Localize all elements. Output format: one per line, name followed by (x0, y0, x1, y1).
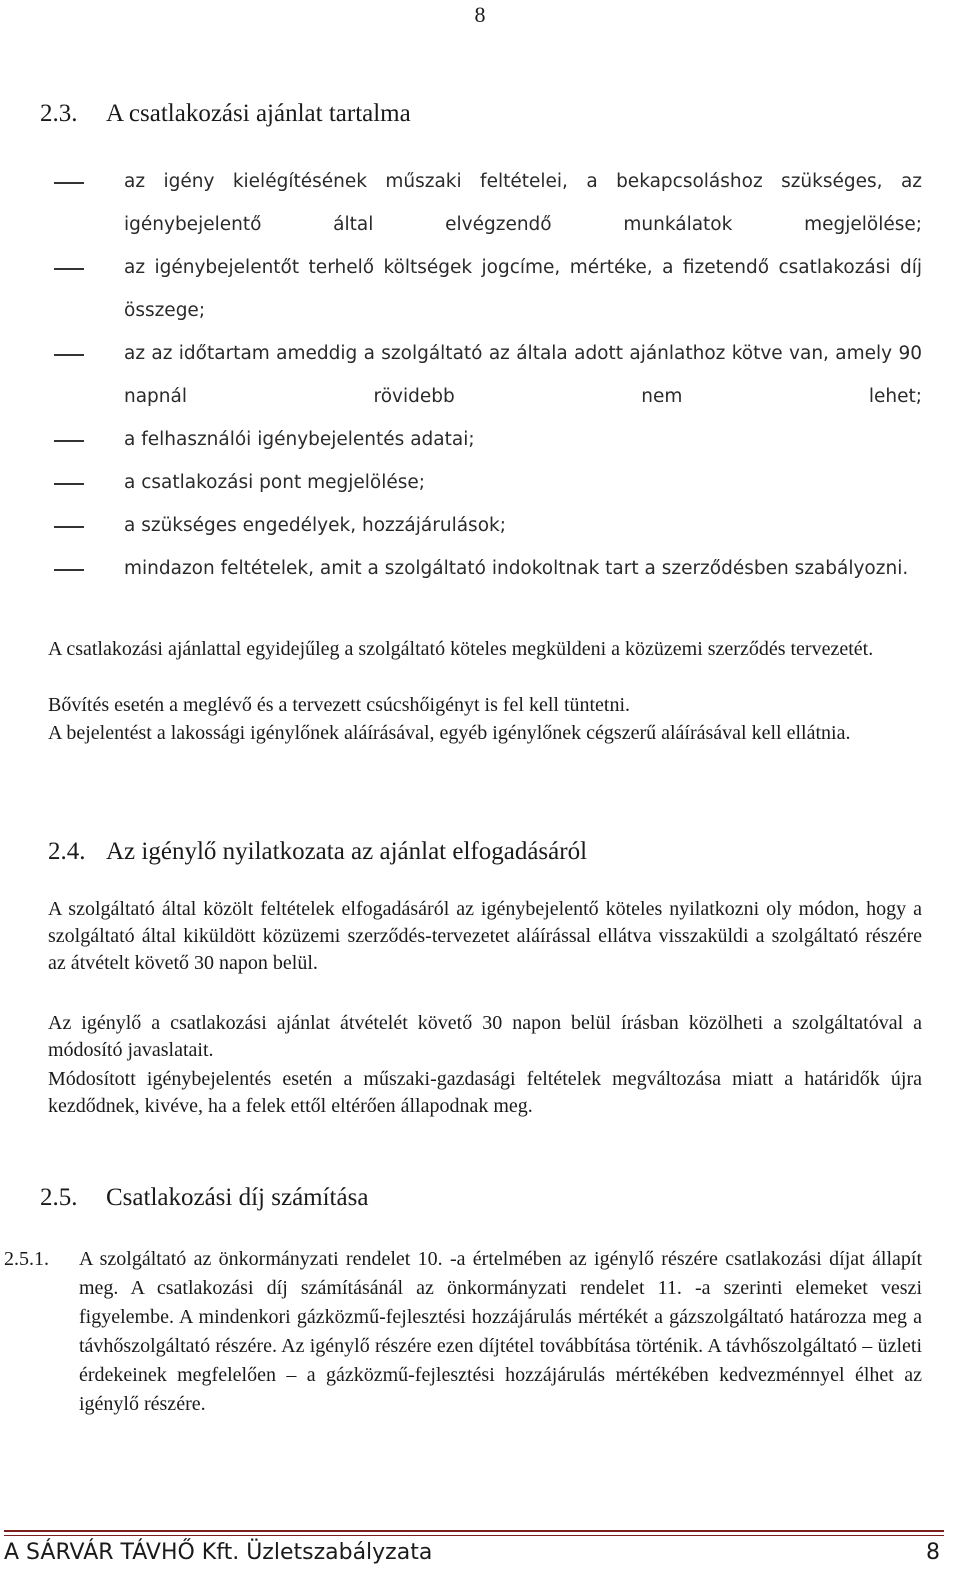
footer-rule (4, 1535, 944, 1536)
paragraph: A csatlakozási ajánlattal egyidejűleg a szolgáltató köteles megküldeni a közüzemi szerződés tervezetét. (48, 638, 874, 660)
subsection-text: A szolgáltató az önkormányzati rendelet 10. -a értelmében az igénylő részére csatlakozási díjat állapít meg. A csatlakozási díj számításánál az önkormányzati rendelet 11. -a szerinti elemeket veszi figyelembe. A mindenkori gázközmű-fejlesztési hozzájárulás mértékét a gázszolgáltató határozza meg a távhőszolgáltató részére. Az igénylő részére ezen díjtétel továbbítása történik. A távhőszolgáltató – üzleti érdekeinek megfelelően – a gázközmű-fejlesztési hozzájárulás mértékében kedvezménnyel élhet az igénylő részére. (79, 1248, 922, 1415)
section-title: Csatlakozási díj számítása (106, 1184, 369, 1211)
section-number: 2.4. (48, 838, 86, 865)
section-heading-2-5 (40, 1184, 368, 1212)
section-heading-2-4 (48, 838, 587, 866)
section-title: A csatlakozási ajánlat tartalma (106, 100, 411, 127)
requirements-list (44, 160, 922, 590)
footer (4, 1538, 944, 1568)
section-number: 2.3. (40, 100, 78, 127)
list-item: az igény kielégítésének műszaki feltételei, a bekapcsoláshoz szükséges, az igénybejelentő által elvégzendő munkálatok megjelölése; (124, 171, 922, 235)
footer-title: A SÁRVÁR TÁVHŐ Kft. Üzletszabályzata (4, 1540, 433, 1565)
section-heading-2-3 (40, 100, 411, 128)
list-item: az az időtartam ameddig a szolgáltató az általa adott ajánlathoz kötve van, amely 90 napnál rövidebb nem lehet; (124, 343, 922, 407)
list-item: mindazon feltételek, amit a szolgáltató indokoltnak tart a szerződésben szabályozni. (124, 558, 909, 579)
list-item: az igénybejelentőt terhelő költségek jogcíme, mértéke, a fizetendő csatlakozási díj összege; (124, 257, 922, 321)
paragraph: Módosított igénybejelentés esetén a műszaki-gazdasági feltételek megváltozása miatt a határidők újra kezdődnek, kivéve, ha a felek ettől eltérően állapodnak meg. (48, 1068, 922, 1117)
list-item: a szükséges engedélyek, hozzájárulások; (124, 515, 506, 536)
paragraph: Bővítés esetén a meglévő és a tervezett csúcshőigényt is fel kell tüntetni. (48, 694, 631, 716)
page-number: 8 (474, 2, 486, 27)
section-title: Az igénylő nyilatkozata az ajánlat elfogadásáról (106, 838, 588, 865)
footer-rule (4, 1530, 944, 1532)
section-number: 2.5. (40, 1184, 78, 1211)
paragraph: A bejelentést a lakossági igénylőnek aláírásával, egyéb igénylőnek cégszerű aláírásával kell ellátnia. (48, 722, 851, 744)
footer-page-number: 8 (926, 1540, 940, 1565)
paragraph: Az igénylő a csatlakozási ajánlat átvételét követő 30 napon belül írásban közölheti a szolgáltatóval a módosító javaslatait. (48, 1012, 922, 1061)
list-item: a felhasználói igénybejelentés adatai; (124, 429, 475, 450)
list-item: a csatlakozási pont megjelölése; (124, 472, 425, 493)
subsection-number: 2.5.1. (4, 1248, 49, 1270)
paragraph: A szolgáltató által közölt feltételek elfogadásáról az igénybejelentő köteles nyilatkozni oly módon, hogy a szolgáltató által kiküldött közüzemi szerződés-tervezetet aláírással ellátva visszaküldi a szolgáltató részére az átvételt követő 30 napon belül. (48, 898, 922, 974)
